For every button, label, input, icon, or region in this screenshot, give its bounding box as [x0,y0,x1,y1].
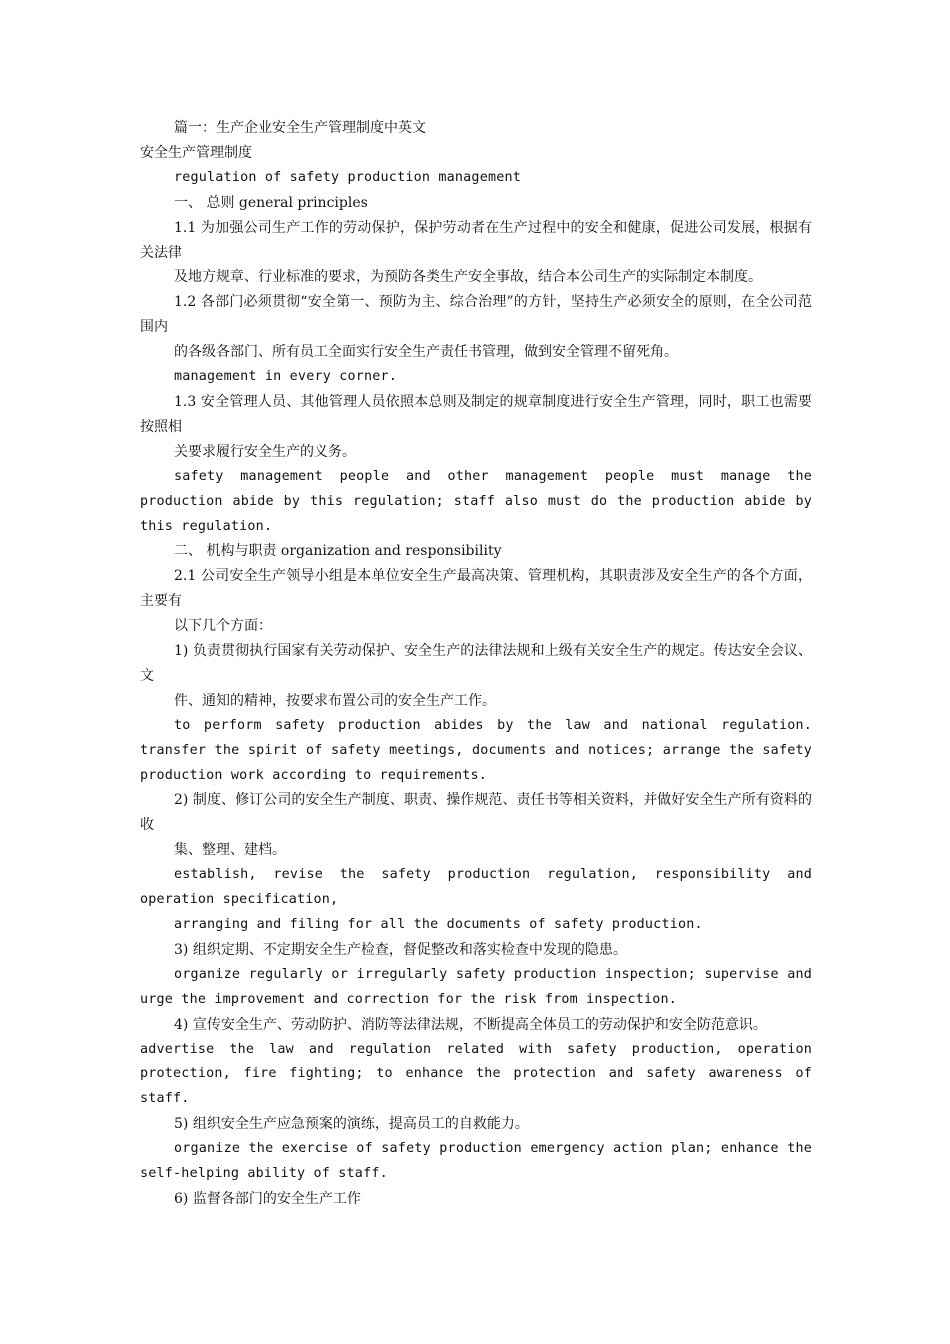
item-5-en: organize the exercise of safety production emergency action plan; enhance the self-helping ability of staff. [140,1141,812,1182]
paragraph-1-2b: 的各级各部门、所有员工全面实行安全生产责任书管理，做到安全管理不留死角。 [174,344,678,361]
item-5: 5) 组织安全生产应急预案的演练，提高员工的自救能力。 [174,1116,529,1133]
paragraph-1-1a: 1.1 为加强公司生产工作的劳动保护，保护劳动者在生产过程中的安全和健康，促进公司发展，根据有关法律 [140,219,812,261]
item-2-en-a: establish, revise the safety production regulation, responsibility and operation specification, [140,867,812,908]
item-6: 6) 监督各部门的安全生产工作 [174,1190,361,1207]
paragraph-1-3-en: safety management people and other management people must manage the production abide by this regulation; staff also must do the production abide by this regulation. [140,468,812,534]
doc-title-cn: 安全生产管理制度 [140,144,252,161]
paragraph-1-2-en: management in every corner. [174,369,398,385]
item-2b: 集、整理、建档。 [174,842,286,859]
item-4: 4) 宣传安全生产、劳动防护、消防等法律法规，不断提高全体员工的劳动保护和安全防范意识。 [174,1016,767,1033]
item-1a: 1) 负责贯彻执行国家有关劳动保护、安全生产的法律法规和上级有关安全生产的规定。传达安全会议、文 [140,643,812,684]
item-1-en: to perform safety production abides by the law and national regulation. transfer the spirit of safety meetings, documents and notices; arrange the safety production work according to requirements. [140,717,812,783]
section-heading-1: 一、 总则 general principles [174,194,368,211]
item-2-en-b: arranging and filing for all the documents of safety production. [174,917,703,932]
item-4-en: advertise the law and regulation related with safety production, operation protection, fire fighting; to enhance the protection and safety awareness of staff. [140,1041,812,1107]
item-2a: 2) 制度、修订公司的安全生产制度、职责、操作规范、责任书等相关资料，并做好安全生产所有资料的收 [140,792,812,834]
document-page [140,116,812,1212]
item-3: 3) 组织定期、不定期安全生产检查，督促整改和落实检查中发现的隐患。 [174,941,627,958]
doc-heading: 篇一：生产企业安全生产管理制度中英文 [174,120,426,136]
paragraph-2-1b: 以下几个方面： [174,618,272,635]
paragraph-1-2a: 1.2 各部门必须贯彻“安全第一、预防为主、综合治理”的方针，坚持生产必须安全的原则，在全公司范围内 [140,294,812,336]
section-heading-2: 二、 机构与职责 organization and responsibility [174,543,502,560]
paragraph-1-3b: 关要求履行安全生产的义务。 [174,443,356,460]
paragraph-1-3a: 1.3 安全管理人员、其他管理人员依照本总则及制定的规章制度进行安全生产管理，同时，职工也需要按照相 [140,393,812,435]
item-1b: 件、通知的精神，按要求布置公司的安全生产工作。 [174,692,496,709]
paragraph-1-1b: 及地方规章、行业标准的要求，为预防各类生产安全事故，结合本公司生产的实际制定本制度。 [174,269,762,286]
paragraph-2-1a: 2.1 公司安全生产领导小组是本单位安全生产最高决策、管理机构，其职责涉及安全生产的各个方面，主要有 [140,568,812,610]
doc-title-en: regulation of safety production management [174,169,521,185]
item-3-en: organize regularly or irregularly safety production inspection; supervise and urge the improvement and correction for the risk from inspection. [140,966,812,1007]
